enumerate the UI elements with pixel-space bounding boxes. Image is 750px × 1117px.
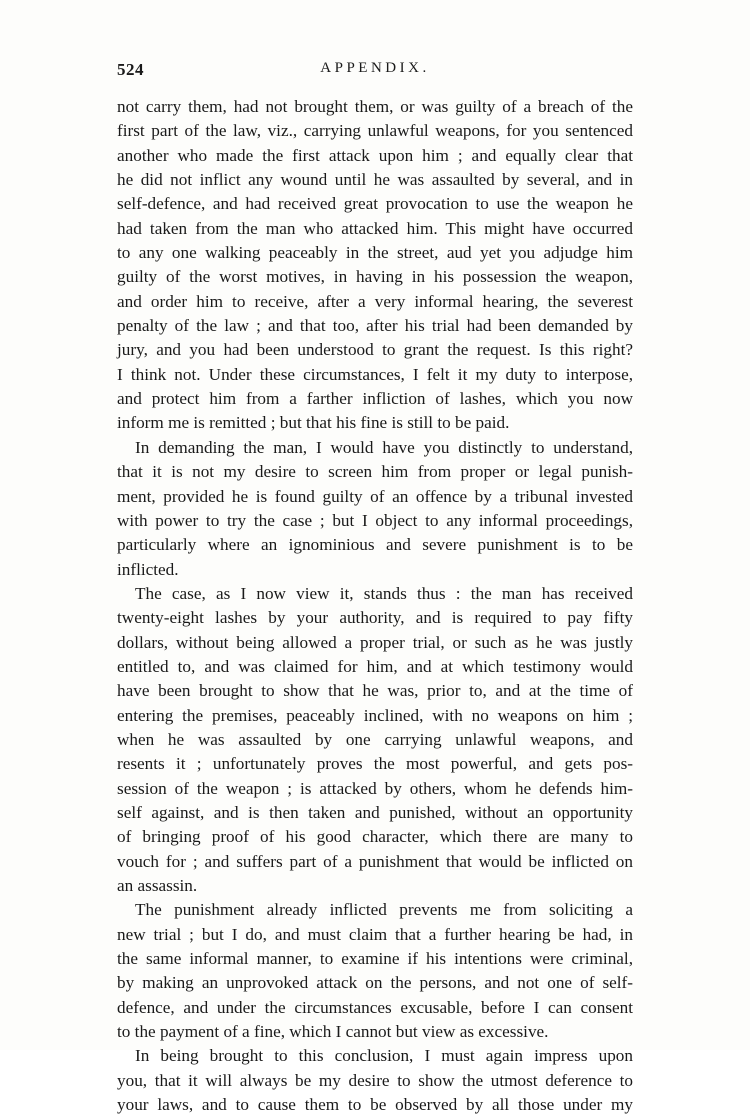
paragraph: [117, 1044, 633, 1117]
text-line: with power to try the case ; but I object to any informal proceedings,: [117, 510, 633, 530]
text-line: particularly where an ignominious and severe punishment is to be: [117, 535, 633, 555]
text-line: another who made the first attack upon him ; and equally clear that: [117, 145, 633, 165]
text-line: first part of the law, viz., carrying unlawful weapons, for you sentenced: [117, 121, 633, 141]
text-line: by making an unprovoked attack on the persons, and not one of self-: [117, 973, 633, 993]
text-line: inflicted.: [117, 559, 179, 579]
text-line: resents it ; unfortunately proves the most powerful, and gets pos-: [117, 754, 633, 774]
text-line: I think not. Under these circumstances, I felt it my duty to interpose,: [117, 364, 633, 384]
paragraph: [117, 898, 633, 1044]
text-line: not carry them, had not brought them, or was guilty of a breach of the: [117, 97, 633, 116]
paragraph: [117, 582, 633, 898]
text-line: have been brought to show that he was, prior to, and at the time of: [117, 681, 633, 701]
text-line: you, that it will always be my desire to show the utmost deference to: [117, 1070, 633, 1090]
text-line: of bringing proof of his good character, which there are many to: [117, 827, 633, 847]
paragraph: [117, 436, 633, 582]
text-line: In demanding the man, I would have you distinctly to understand,: [135, 437, 633, 457]
text-line: guilty of the worst motives, in having in his possession the weapon,: [117, 267, 633, 287]
text-line: your laws, and to cause them to be observed by all those under my: [117, 1095, 633, 1115]
text-line: session of the weapon ; is attacked by others, whom he defends him-: [117, 778, 633, 798]
text-line: The punishment already inflicted prevents me from soliciting a: [135, 900, 633, 920]
text-line: ment, provided he is found guilty of an offence by a tribunal invested: [117, 486, 633, 506]
text-line: The case, as I now view it, stands thus : the man has received: [135, 583, 633, 603]
text-line: inform me is remitted ; but that his fine is still to be paid.: [117, 413, 510, 433]
body-text: [117, 95, 633, 1117]
text-line: and order him to receive, after a very informal hearing, the severest: [117, 291, 633, 311]
running-title: APPENDIX.: [320, 60, 430, 76]
text-line: penalty of the law ; and that too, after his trial had been demanded by: [117, 316, 633, 336]
text-line: to the payment of a fine, which I cannot but view as excessive.: [117, 1022, 549, 1042]
text-line: he did not inflict any wound until he was assaulted by several, and in: [117, 170, 633, 190]
text-line: self against, and is then taken and punished, without an opportunity: [117, 802, 633, 822]
text-line: an assassin.: [117, 876, 198, 895]
text-line: entitled to, and was claimed for him, and at which testimony would: [117, 656, 633, 676]
text-line: In being brought to this conclusion, I must again impress upon: [135, 1046, 633, 1066]
text-line: self-defence, and had received great provocation to use the weapon he: [117, 194, 633, 214]
text-line: had taken from the man who attacked him. This might have occurred: [117, 218, 633, 238]
text-line: that it is not my desire to screen him from proper or legal punish-: [117, 462, 633, 482]
text-line: and protect him from a farther infliction of lashes, which you now: [117, 389, 633, 409]
running-head: [117, 60, 633, 84]
text-line: new trial ; but I do, and must claim that a further hearing be had, in: [117, 924, 633, 944]
text-line: dollars, without being allowed a proper trial, or such as he was justly: [117, 632, 633, 652]
paragraph: [117, 95, 633, 436]
text-line: twenty-eight lashes by your authority, and is required to pay fifty: [117, 608, 633, 628]
text-line: defence, and under the circumstances excusable, before I can consent: [117, 997, 633, 1017]
text-line: jury, and you had been understood to grant the request. Is this right?: [117, 340, 633, 360]
text-line: the same informal manner, to examine if his intentions were criminal,: [117, 949, 633, 969]
page-number: 524: [117, 60, 144, 79]
text-line: to any one walking peaceably in the street, aud yet you adjudge him: [117, 243, 633, 263]
text-line: vouch for ; and suffers part of a punishment that would be inflicted on: [117, 851, 633, 871]
text-line: when he was assaulted by one carrying unlawful weapons, and: [117, 729, 633, 749]
text-line: entering the premises, peaceably inclined, with no weapons on him ;: [117, 705, 633, 725]
